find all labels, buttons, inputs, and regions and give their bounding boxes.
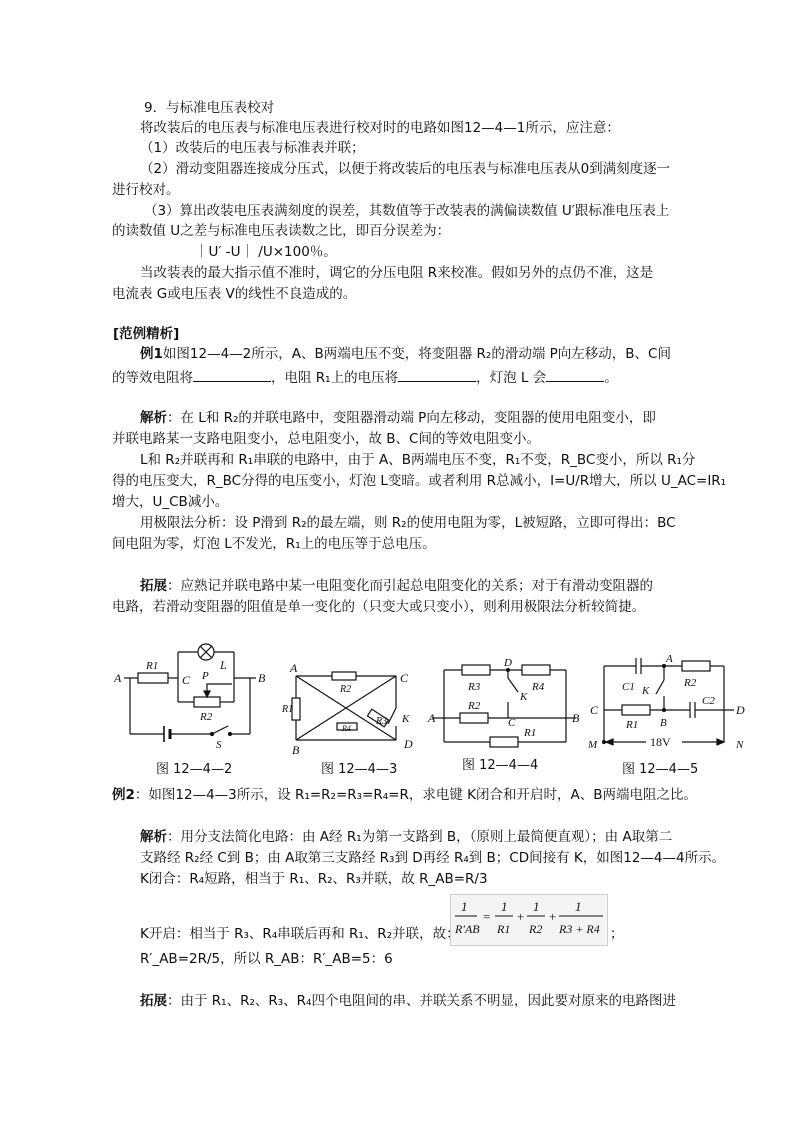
switch-k — [508, 678, 518, 692]
resistor-label: R1 — [524, 727, 537, 739]
resistor-label: R3 — [376, 716, 388, 727]
solution-line: R′_AB=2R/5，所以 R_AB：R′_AB=5：6 — [140, 951, 393, 967]
resistor-label: R2 — [468, 700, 481, 712]
solution-line: 用极限法分析：设 P滑到 R₂的最左端，则 R₂的使用电阻为零，L被短路，立即可得出：BC — [140, 515, 676, 531]
node-label: A — [290, 661, 298, 675]
resistor-r2 — [682, 661, 710, 671]
switch-label: K — [402, 713, 410, 725]
solution-label: 解析 — [140, 829, 167, 845]
resistor-r2 — [332, 672, 356, 680]
resistor-label: R1 — [626, 719, 639, 731]
resistor-label: R2 — [200, 711, 213, 723]
fraction-denominator: R′AB — [455, 922, 480, 936]
extension-label: 拓展 — [140, 993, 167, 1009]
formula-text: ｜U′ -U｜ /U×100％。 — [195, 244, 337, 260]
solution-line: K闭合：R₄短路，相当于 R₁、R₂、R₃并联，故 R_AB=R/3 — [140, 871, 488, 887]
resistor-label: R2 — [684, 677, 697, 689]
paragraph-line: 电流表 G或电压表 V的线性不良造成的。 — [112, 286, 357, 302]
resistor-r3 — [462, 665, 490, 675]
solution-line: K开启：相当于 R₃、R₄串联后再和 R₁、R₂并联，故： — [140, 926, 460, 942]
extension-text: ：由于 R₁、R₂、R₃、R₄四个电阻间的串、并联关系不明显，因此要对原来的电路图进 — [167, 993, 676, 1009]
resistor-r1 — [138, 673, 168, 683]
solution-line: L和 R₂并联再和 R₁串联的电路中，由于 A、B两端电压不变，R₁不变，R_BC变小，所以 R₁分 — [140, 452, 696, 468]
resistor-label: R1 — [282, 704, 294, 715]
resistor-label: R4 — [532, 681, 545, 693]
figure-caption: 图 12—4—4 — [462, 758, 539, 773]
fraction-numerator: 1 — [461, 899, 468, 914]
extension-line — [140, 992, 676, 1010]
figure-caption: 图 12—4—5 — [622, 762, 699, 777]
paragraph-line: 将改装后的电压表与标准电压表进行校对时的电路如图12—4—1所示，应注意： — [140, 120, 620, 136]
solution-line — [140, 409, 656, 427]
lamp-label: L — [220, 658, 227, 672]
answer-blank — [546, 367, 604, 382]
example2-question — [112, 786, 697, 804]
switch-s — [212, 726, 228, 734]
plus-sign: + — [517, 909, 525, 924]
node-label: D — [736, 703, 745, 717]
capacitor-label: C1 — [622, 681, 635, 693]
answer-blank — [193, 367, 271, 382]
node-label: C — [590, 703, 599, 717]
node-label: A — [428, 711, 436, 725]
resistor-label: R4 — [342, 724, 351, 733]
blank-prefix: ，电阻 R₁上的电压将 — [271, 370, 399, 386]
rheostat-r2 — [194, 697, 220, 707]
answer-blank — [398, 367, 476, 382]
example1-blanks — [112, 367, 618, 387]
solution-text: ：用分支法简化电路：由 A经 R₁为第一支路到 B，（原则上最简便直观）；由 A取第二 — [167, 829, 673, 845]
node-label: C — [400, 671, 409, 685]
fraction-numerator: 1 — [575, 899, 582, 914]
blank-prefix: 的等效电阻将 — [112, 370, 193, 386]
list-item: （1）改装后的电压表与标准表并联； — [140, 140, 365, 156]
equals-sign: = — [483, 909, 491, 924]
switch-k — [656, 680, 664, 694]
node-label: B — [292, 743, 300, 756]
circuit-figure-12-4-2 — [110, 638, 280, 750]
resistor-r1 — [490, 737, 518, 747]
node-label: B — [258, 671, 266, 685]
fraction-numerator: 1 — [501, 899, 508, 914]
resistor-label: R3 — [468, 681, 481, 693]
punctuation: ； — [610, 926, 624, 942]
solution-line: 并联电路某一支路电阻变小，总电阻变小，故 B、C间的等效电阻变小。 — [112, 431, 540, 447]
extension-label: 拓展 — [140, 578, 167, 594]
paragraph-line: 的读数值 U之差与标准电压表读数之比，即百分误差为： — [112, 223, 451, 239]
blank-prefix: ，灯泡 L 会 — [476, 370, 547, 386]
node-label: A — [114, 671, 122, 685]
solution-line: 得的电压变大，R_BC分得的电压变小，灯泡 L变暗。或者利用 R总减小，I=U/R增大，所以 U_AC=IR₁ — [112, 473, 727, 489]
node-label: B — [660, 717, 667, 729]
paragraph-line: 进行校对。 — [112, 182, 180, 198]
extension-line — [140, 577, 653, 595]
solution-text: ：在 L和 R₂的并联电路中，变阻器滑动端 P向左移动，变阻器的使用电阻变小，即 — [167, 410, 656, 426]
plus-sign: + — [549, 909, 557, 924]
terminal-label: N — [736, 739, 744, 751]
examples-heading: [范例精析] — [113, 326, 180, 342]
resistor-label: R1 — [146, 660, 159, 672]
node-label: A — [666, 653, 673, 665]
circuit-figure-12-4-5 — [586, 652, 756, 754]
fraction-denominator: R3 + R4 — [559, 922, 600, 936]
fraction-numerator: 1 — [533, 899, 540, 914]
switch-label: K — [642, 685, 650, 697]
figure-caption: 图 12—4—3 — [321, 762, 398, 777]
solution-line: 增大，U_CB减小。 — [112, 494, 229, 510]
node-label: D — [504, 657, 512, 669]
blank-suffix: 。 — [604, 370, 618, 386]
extension-text: ：应熟记并联电路中某一电阻变化而引起总电阻变化的关系；对于有滑动变阻器的 — [167, 578, 653, 594]
switch-k — [388, 708, 396, 724]
solution-label: 解析 — [140, 410, 167, 426]
solution-line: 支路经 R₂经 C到 B；由 A取第三支路经 R₃到 D再经 R₄到 B；CD间接有 K，如图12—4—4所示。 — [140, 850, 726, 866]
resistor-label: R2 — [340, 684, 352, 695]
fraction-denominator: R1 — [497, 922, 511, 936]
list-item: （3）算出改装电压表满刻度的误差，其数值等于改装表的满偏读数值 U′跟标准电压表上 — [144, 203, 670, 219]
terminal-label: M — [588, 739, 598, 751]
example-text: ：如图12—4—3所示，设 R₁=R₂=R₃=R₄=R，求电键 K闭合和开启时，A、B两端电阻之比。 — [134, 787, 697, 803]
node-label: C — [508, 717, 516, 729]
voltage-label: 18V — [650, 735, 671, 749]
formula-box — [450, 894, 608, 946]
node-label: C — [182, 673, 191, 687]
resistor-r1 — [292, 698, 300, 720]
resistor-r2 — [460, 713, 488, 723]
switch-label: K — [520, 691, 528, 703]
example-label: 例1 — [140, 346, 163, 362]
solution-line — [140, 828, 672, 846]
fraction-denominator: R2 — [529, 922, 543, 936]
circuit-figure-12-4-4 — [426, 656, 588, 754]
node-label: D — [404, 737, 413, 751]
list-item: （2）滑动变阻器连接成分压式，以便于将改装后的电压表与标准电压表从0到满刻度逐一 — [140, 161, 671, 177]
circuit-figure-12-4-3 — [282, 660, 422, 756]
paragraph-line: 当改装表的最大指示值不准时，调它的分压电阻 R来校准。假如另外的点仍不准，这是 — [140, 265, 654, 281]
resistor-r4 — [522, 665, 550, 675]
solution-line: 间电阻为零，灯泡 L不发光，R₁上的电压等于总电压。 — [112, 536, 436, 552]
example1-question — [140, 345, 671, 363]
node-label: B — [572, 711, 580, 725]
example-text: 如图12—4—2所示，A、B两端电压不变，将变阻器 R₂的滑动端 P向左移动，B、C间 — [162, 346, 671, 362]
extension-line: 电路，若滑动变阻器的阻值是单一变化的（只变大或只变小），则利用极限法分析较简捷。 — [112, 599, 646, 615]
example-label: 例2 — [112, 787, 135, 803]
capacitor-label: C2 — [702, 695, 715, 707]
resistor-r1 — [622, 705, 650, 715]
switch-label: S — [216, 739, 222, 750]
section-heading: 9．与标准电压表校对 — [144, 100, 275, 116]
slider-label: P — [202, 670, 209, 682]
figure-caption: 图 12—4—2 — [156, 762, 233, 777]
slider-arrow-icon — [204, 691, 210, 697]
